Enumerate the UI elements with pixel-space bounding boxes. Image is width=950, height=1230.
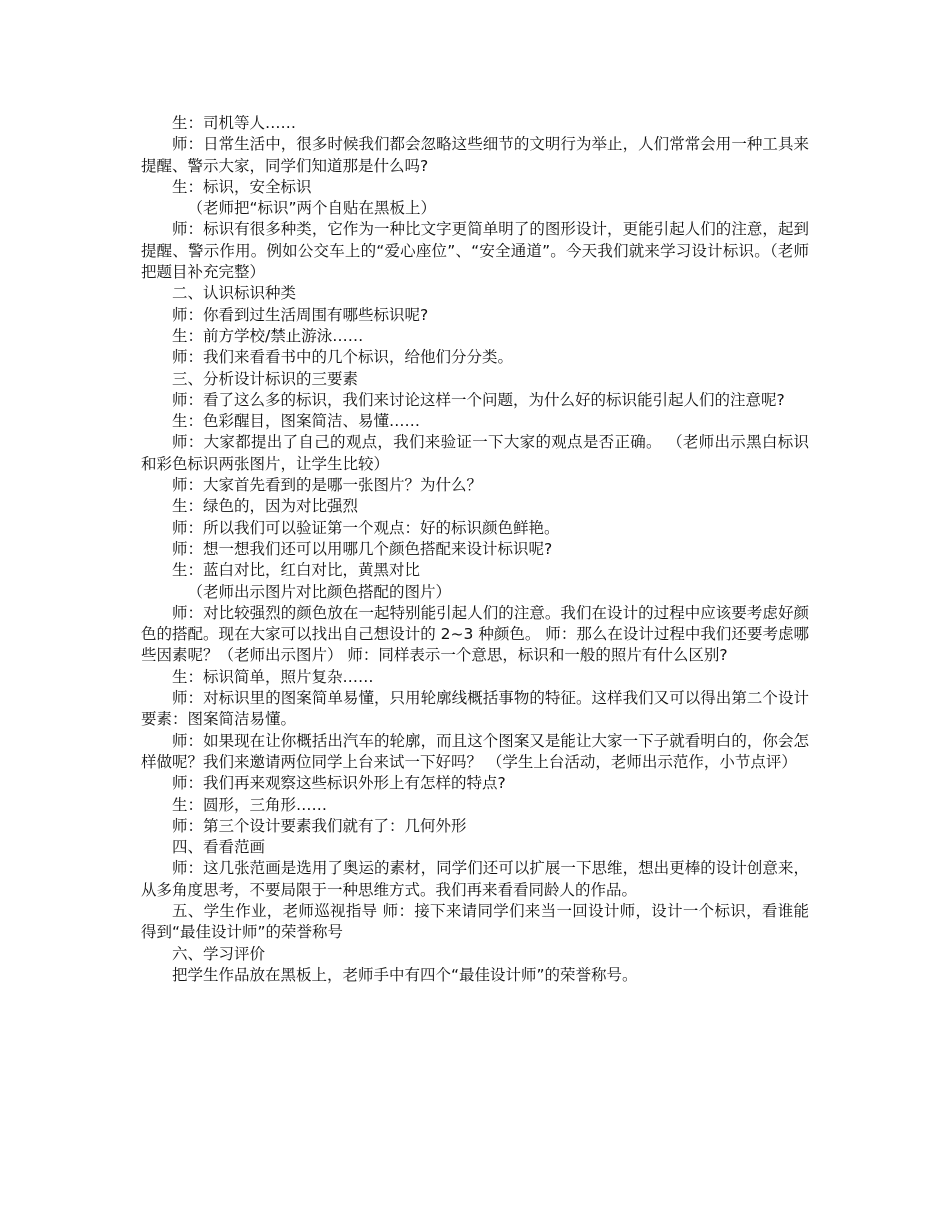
paragraph-8: 生：前方学校/禁止游泳…… — [172, 326, 364, 345]
section-heading-6: 六、学习评价 — [172, 944, 266, 963]
section-heading-4: 四、看看范画 — [172, 838, 266, 857]
paragraph-20: 师：对比较强烈的颜色放在一起特别能引起人们的注意。我们在设计的过程中应该要考虑好颜色的搭配。现在大家可以找出自己想设计的 2~3 种颜色。 师：那么在设计过程中我们还要考虑哪些因素呢？（老师出示图片） 师：同样表示一个意思，标识和一般的照片有什么区别? — [141, 603, 809, 665]
paragraph-1: 生：司机等人…… — [172, 114, 297, 132]
paragraph-18: 生：蓝白对比，红白对比，黄黑对比 — [172, 561, 421, 580]
paragraph-28: 师：这几张范画是选用了奥运的素材，同学们还可以扩展一下思维，想出更棒的设计创意来，从多角度思考，不要局限于一种思维方式。我们再来看看同龄人的作品。 — [141, 859, 809, 899]
paragraph-24: 师：我们再来观察这些标识外形上有怎样的特点? — [172, 774, 506, 793]
paragraph-21: 生：标识简单，照片复杂…… — [172, 667, 374, 686]
paragraph-12: 生：色彩醒目，图案简洁、易懂…… — [172, 412, 421, 431]
document-body — [141, 113, 809, 986]
paragraph-7: 师：你看到过生活周围有哪些标识呢? — [172, 305, 429, 324]
section-heading-3: 三、分析设计标识的三要素 — [172, 369, 359, 388]
paragraph-3: 生：标识，安全标识 — [172, 177, 312, 196]
paragraph-16: 师：所以我们可以验证第一个观点：好的标识颜色鲜艳。 — [172, 518, 560, 537]
paragraph-15: 生：绿色的，因为对比强烈 — [172, 497, 359, 516]
paragraph-13: 师：大家都提出了自己的观点，我们来验证一下大家的观点是否正确。 （老师出示黑白标识和彩色标识两张图片，让学生比较） — [141, 433, 809, 473]
paragraph-23: 师：如果现在让你概括出汽车的轮廓，而且这个图案又是能让大家一下子就看明白的，你会怎样做呢？我们来邀请两位同学上台来试一下好吗？ （学生上台活动，老师出示范作，小节点评） — [141, 731, 809, 771]
paragraph-11: 师：看了这么多的标识，我们来讨论这样一个问题，为什么好的标识能引起人们的注意呢? — [172, 390, 785, 409]
paragraph-14: 师：大家首先看到的是哪一张图片？为什么？ — [172, 476, 483, 495]
paragraph-2: 师：日常生活中，很多时候我们都会忽略这些细节的文明行为举止，人们常常会用一种工具来提醒、警示大家，同学们知道那是什么吗? — [141, 135, 809, 175]
paragraph-22: 师：对标识里的图案简单易懂，只用轮廓线概括事物的特征。这样我们又可以得出第二个设计要素：图案简洁易懂。 — [141, 689, 809, 729]
paragraph-26: 师：第三个设计要素我们就有了：几何外形 — [172, 816, 467, 835]
paragraph-9: 师：我们来看看书中的几个标识，给他们分分类。 — [172, 348, 514, 367]
paragraph-19: （老师出示图片对比颜色搭配的图片） — [187, 582, 452, 601]
paragraph-31: 把学生作品放在黑板上，老师手中有四个“最佳设计师”的荣誉称号。 — [172, 965, 638, 984]
section-heading-5: 五、学生作业，老师巡视指导 师：接下来请同学们来当一回设计师，设计一个标识，看谁能得到“最佳设计师”的荣誉称号 — [141, 901, 809, 942]
section-heading-2: 二、认识标识种类 — [172, 284, 297, 303]
paragraph-25: 生：圆形，三角形…… — [172, 795, 328, 814]
paragraph-4: （老师把“标识”两个自贴在黑板上） — [187, 199, 437, 218]
paragraph-5: 师：标识有很多种类，它作为一种比文字更简单明了的图形设计，更能引起人们的注意，起到提醒、警示作用。例如公交车上的“爱心座位”、“安全通道”。今天我们就来学习设计标识。（老师把题目补充完整） — [141, 220, 809, 282]
paragraph-17: 师：想一想我们还可以用哪几个颜色搭配来设计标识呢? — [172, 539, 553, 558]
